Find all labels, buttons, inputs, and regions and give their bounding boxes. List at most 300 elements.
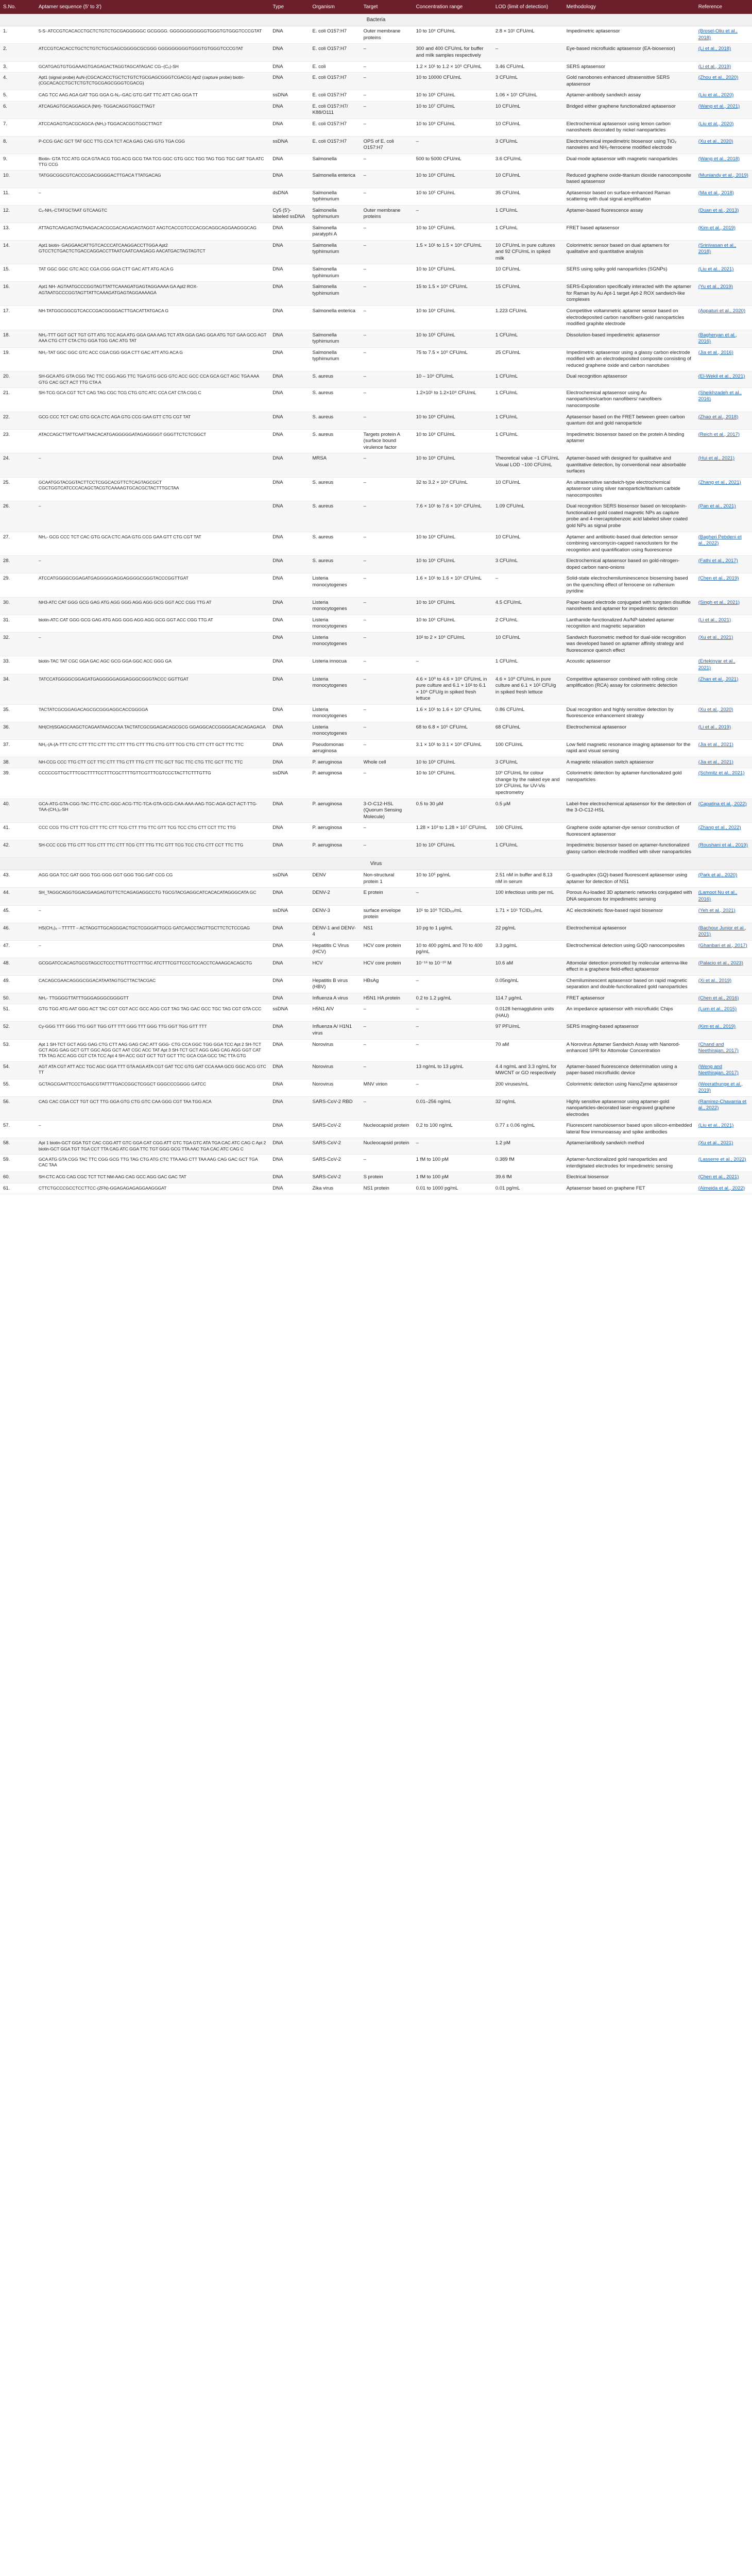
cell-methodology: Impedimetric aptasensor — [563, 26, 695, 44]
cell-sno: 2. — [0, 44, 36, 61]
cell-target: Outer membrane proteins — [361, 205, 413, 223]
cell-target: – — [361, 306, 413, 330]
cell-reference[interactable]: (Li et al., 2019) — [695, 722, 752, 739]
cell-lod: 3.46 CFU/mL — [492, 61, 563, 73]
cell-sno: 38. — [0, 757, 36, 768]
cell-reference[interactable]: (Lamoot Nu et al., 2016) — [695, 888, 752, 905]
cell-sno: 39. — [0, 768, 36, 799]
cell-sno: 14. — [0, 240, 36, 264]
cell-lod: 3 CFU/mL — [492, 556, 563, 573]
cell-methodology: Porous Au-loaded 3D aptameric networks conjugated with DNA sequences for impedimetric sensing — [563, 888, 695, 905]
cell-methodology: Electrochemical aptasensor using Au nanoparticles/carbon nanofibers/ nanofibers nanocomposite — [563, 387, 695, 412]
table-row — [0, 1039, 752, 1061]
cell-lod: 22 pg/mL — [492, 923, 563, 940]
cell-target: Targets protein A (surface bound virulence factor — [361, 429, 413, 453]
cell-sno: 5. — [0, 90, 36, 101]
table-row — [0, 61, 752, 73]
cell-reference[interactable]: (Kim et al., 2019) — [695, 1022, 752, 1039]
cell-reference[interactable]: (Li et al., 2021) — [695, 615, 752, 632]
cell-target: OPS of E. coli O157:H7 — [361, 136, 413, 154]
cell-reference[interactable]: (Lum et al., 2015) — [695, 1004, 752, 1022]
cell-sequence: NH(CH)SGAGCAAGCTCAGAATAAGCCAA TACTATCGCGGAGACAGCGCG GGAGGCACCGGGGACACAGAGAGA — [36, 722, 270, 739]
cell-organism: S. aureus — [310, 387, 361, 412]
cell-concentration: – — [413, 205, 492, 223]
cell-sequence: SH-TCG GCA CGT TCT CAG TAG CGC TCG CTG GTC ATC CCA CAT CTA CGG C — [36, 387, 270, 412]
cell-reference[interactable]: (Ma et al., 2018) — [695, 188, 752, 205]
cell-sno: 22. — [0, 412, 36, 429]
cell-type: DNA — [269, 1138, 309, 1155]
cell-lod: 68 CFU/mL — [492, 722, 563, 739]
table-row — [0, 768, 752, 799]
cell-reference[interactable]: (Yeh et al., 2021) — [695, 905, 752, 923]
cell-sequence: Apt1 (signal probe) AuN-(CGCACACCTGCTCTGTCTGCGAGCGGGTCGACG) Apt2 (capture probe) biotin-(CGCACACCTGCTCTGTCTGCGAGCGGGTCGACG) — [36, 73, 270, 90]
cell-organism: S. aureus — [310, 556, 361, 573]
cell-reference[interactable]: (Liu et al., 2021) — [695, 264, 752, 282]
cell-lod: 1.06 × 10¹ CFU/mL — [492, 90, 563, 101]
cell-sno: 50. — [0, 993, 36, 1004]
table-row — [0, 975, 752, 993]
cell-reference[interactable]: (Chen et al., 2019) — [695, 573, 752, 598]
cell-lod: 1 CFU/mL — [492, 840, 563, 858]
table-row — [0, 330, 752, 347]
cell-methodology: Lanthanide-functionalized Au/NP-labeled aptamer recognition and magnetic separation — [563, 615, 695, 632]
cell-type: DNA — [269, 429, 309, 453]
cell-methodology: Label-free electrochemical aptasensor for the detection of the 3-O-C12-HSL — [563, 799, 695, 823]
cell-lod: 10 CFU/mL — [492, 101, 563, 118]
cell-lod: 25 CFU/mL — [492, 347, 563, 371]
cell-lod: 70 aM — [492, 1039, 563, 1061]
cell-target: – — [361, 739, 413, 757]
cell-reference[interactable]: (Jia et al., 2016) — [695, 347, 752, 371]
cell-sno: 4. — [0, 73, 36, 90]
cell-type: DNA — [269, 240, 309, 264]
cell-methodology: Acoustic aptasensor — [563, 656, 695, 674]
cell-methodology: FRET based aptasensor — [563, 223, 695, 240]
cell-type: DNA — [269, 975, 309, 993]
table-row — [0, 306, 752, 330]
cell-target: – — [361, 223, 413, 240]
cell-reference[interactable]: (Zhan et al., 2021) — [695, 674, 752, 704]
cell-reference[interactable]: (Lasserre et al., 2022) — [695, 1155, 752, 1172]
cell-concentration: 10 to 10⁸ CFU/mL — [413, 412, 492, 429]
cell-sno: 3. — [0, 61, 36, 73]
cell-lod: 10 CFU/mL — [492, 264, 563, 282]
cell-lod: 0.0128 hemagglutinin units (HAU) — [492, 1004, 563, 1022]
cell-reference[interactable]: (Brosel-Oliu et al., 2018) — [695, 26, 752, 44]
table-row — [0, 757, 752, 768]
cell-reference[interactable]: (Xi et al., 2019) — [695, 975, 752, 993]
cell-reference[interactable]: (Appaturi et al., 2020) — [695, 306, 752, 330]
cell-reference[interactable]: (Singh et al., 2021) — [695, 597, 752, 615]
cell-concentration: 10 to 10⁸ CFU/mL — [413, 757, 492, 768]
cell-concentration: – — [413, 1039, 492, 1061]
cell-type: DNA — [269, 597, 309, 615]
cell-lod: 0.01 pg/mL — [492, 1183, 563, 1194]
cell-type: ssDNA — [269, 870, 309, 888]
cell-organism: Listeria innocua — [310, 656, 361, 674]
header-sno: S.No. — [0, 0, 36, 14]
cell-methodology: Dual recognition and highly sensitive detection by fluorescence enhancement strategy — [563, 704, 695, 722]
table-row — [0, 101, 752, 118]
table-row — [0, 799, 752, 823]
cell-target: – — [361, 330, 413, 347]
cell-reference[interactable]: (Weng and Neethirajan, 2017) — [695, 1061, 752, 1079]
cell-organism: E. coli O157:H7 — [310, 90, 361, 101]
cell-lod: 0.389 fM — [492, 1155, 563, 1172]
cell-reference[interactable]: (Liu et al., 2020) — [695, 90, 752, 101]
cell-reference[interactable]: (Zhou et al., 2020) — [695, 73, 752, 90]
cell-concentration: 10 to 10⁸ CFU/mL — [413, 170, 492, 188]
cell-concentration: 10 to 10⁸ CFU/mL — [413, 453, 492, 478]
cell-methodology: Aptamer-antibody sandwich assay — [563, 90, 695, 101]
cell-reference[interactable]: (Jia et al., 2021) — [695, 739, 752, 757]
cell-sequence: – — [36, 632, 270, 656]
table-body — [0, 14, 752, 1194]
cell-target: Non-structural protein 1 — [361, 870, 413, 888]
cell-methodology: SERS aptasensor — [563, 61, 695, 73]
cell-organism: Listeria monocytogenes — [310, 615, 361, 632]
cell-target: – — [361, 1096, 413, 1121]
cell-target: – — [361, 387, 413, 412]
cell-sno: 25. — [0, 477, 36, 501]
cell-sequence: TACTATCGCGGAGACAGCGCGGGAGGCACCGGGGA — [36, 704, 270, 722]
cell-type: Cy5 (5′)- labeled ssDNA — [269, 205, 309, 223]
cell-concentration: 10 to 10⁵ CFU/mL — [413, 188, 492, 205]
cell-target: E protein — [361, 888, 413, 905]
cell-sequence: GCATGAGTGTGGAAAGTGAGAGACTAGGTAGCATAGAC CG–(C₆)-SH — [36, 61, 270, 73]
cell-reference[interactable]: (Zhang et al., 2021) — [695, 477, 752, 501]
cell-lod: – — [492, 573, 563, 598]
cell-target: – — [361, 61, 413, 73]
cell-methodology: Impedimetric aptasensor using a glassy carbon electrode modified with an electrodeposited composite consisting of reduced graphene oxide and carbon nanotubes — [563, 347, 695, 371]
cell-type: dsDNA — [269, 188, 309, 205]
cell-type: DNA — [269, 958, 309, 975]
cell-reference[interactable]: (Palacio et al., 2023) — [695, 958, 752, 975]
cell-type: DNA — [269, 118, 309, 136]
cell-reference[interactable]: (Ghanbari et al., 2017) — [695, 940, 752, 958]
cell-reference[interactable]: (Srinivasan et al., 2018) — [695, 240, 752, 264]
cell-sno: 48. — [0, 958, 36, 975]
cell-sno: 49. — [0, 975, 36, 993]
cell-reference[interactable]: (Li et al., 2018) — [695, 44, 752, 61]
cell-sno: 44. — [0, 888, 36, 905]
cell-sequence: TAT GGC GGC GTC ACC CGA CGG GGA CTT GAC ATT ATG ACA G — [36, 264, 270, 282]
cell-reference[interactable]: (Ertekinyar et al., 2021) — [695, 656, 752, 674]
table-row — [0, 90, 752, 101]
cell-concentration: 0.01 to 1000 pg/mL — [413, 1183, 492, 1194]
table-row — [0, 1172, 752, 1183]
cell-sno: 34. — [0, 674, 36, 704]
cell-sno: 40. — [0, 799, 36, 823]
cell-reference[interactable]: (Kim et al., 2019) — [695, 223, 752, 240]
cell-sequence: P-CCG GAC GCT TAT GCC TTG CCA TCT ACA GAG CAG GTG TGA CGG — [36, 136, 270, 154]
cell-lod: 32 ng/mL — [492, 1096, 563, 1121]
table-row — [0, 888, 752, 905]
cell-methodology: Bridged either graphene functionalized aptasensor — [563, 101, 695, 118]
cell-sno: 11. — [0, 188, 36, 205]
cell-lod: Theoretical value ~1 CFU/mL Visual LOD ~100 CFU/mL — [492, 453, 563, 478]
cell-reference[interactable]: (Liu et al., 2021) — [695, 1121, 752, 1138]
section-row-virus — [0, 858, 752, 870]
cell-methodology: FRET aptasensor — [563, 993, 695, 1004]
cell-type: DNA — [269, 556, 309, 573]
cell-target: – — [361, 412, 413, 429]
cell-methodology: Dual recognition SERS biosensor based on teicoplanin-functionalized gold coated magnetic NPs as capture probe and 4-mercaptobenzoic acid labeled silver coated gold NPs as signal probe — [563, 501, 695, 532]
cell-organism: HCV — [310, 958, 361, 975]
cell-sequence: ATCCATGGGGCGGAGATGAGGGGGAGGAGGGGCGGGTACCCGGTTGAT — [36, 573, 270, 598]
cell-lod: 1.09 CFU/mL — [492, 501, 563, 532]
cell-type: DNA — [269, 1061, 309, 1079]
cell-organism: Listeria monocytogenes — [310, 704, 361, 722]
cell-target: S protein — [361, 1172, 413, 1183]
cell-organism: P. aeruginosa — [310, 757, 361, 768]
cell-sno: 30. — [0, 597, 36, 615]
cell-sno: 1. — [0, 26, 36, 44]
cell-methodology: Impedimetric biosensor based on the protein A binding aptamer — [563, 429, 695, 453]
cell-sno: 20. — [0, 371, 36, 388]
cell-reference[interactable]: (Muniandy et al., 2019) — [695, 170, 752, 188]
cell-target: – — [361, 371, 413, 388]
cell-type: DNA — [269, 632, 309, 656]
header-organism: Organism — [310, 0, 361, 14]
cell-sequence: Apt1 NH- AGTAATGCCCGGTAGTTATTCAAAGATGAGTAGGAAAA GA Apt2 ROX-AGTAATGCCCGGTAGTTATTCAAAGATGAGTAGGAAAAGA — [36, 282, 270, 306]
cell-sequence: Apt 1 SH-TCT GCT AGG GAG CTG CTT AAG GAG CAC ATT GGG- CTG CCA GGC TGG GGA TCC Apt 2 SH-TCT GCT AGG GAG GCT GTT GGC AGG GCT AAT CGC ACC TAT Apt 3 SH-TCT GCT AGG GAG CAG AGG GGT CAT TTA TAG ACC AGG CGT CTA TCC Apt 4 SH-ACC GGT GCT TGT GCT TTC GCA CGA GCC TAC TTA GTG — [36, 1039, 270, 1061]
table-row — [0, 44, 752, 61]
cell-sno: 43. — [0, 870, 36, 888]
cell-type: DNA — [269, 101, 309, 118]
cell-reference[interactable]: (Liu et al., 2020) — [695, 118, 752, 136]
cell-reference[interactable]: (Wang et al., 2018) — [695, 154, 752, 170]
cell-sno: 13. — [0, 223, 36, 240]
table-row — [0, 412, 752, 429]
cell-concentration: 13 ng/mL to 13 µg/mL — [413, 1061, 492, 1079]
cell-target: – — [361, 556, 413, 573]
cell-reference[interactable]: (Li et al., 2019) — [695, 61, 752, 73]
cell-concentration: 10 to 10⁶ CFU/mL — [413, 840, 492, 858]
cell-concentration: 68 to 6.8 × 10⁵ CFU/mL — [413, 722, 492, 739]
cell-target: – — [361, 347, 413, 371]
cell-reference[interactable]: (Xu et al., 2021) — [695, 632, 752, 656]
cell-reference[interactable]: (Roushani et al., 2019) — [695, 840, 752, 858]
cell-target: Outer membrane proteins — [361, 26, 413, 44]
cell-organism: Listeria monocytogenes — [310, 597, 361, 615]
cell-reference[interactable]: (Duan et al., 2013) — [695, 205, 752, 223]
cell-methodology: Dual-mode aptasensor with magnetic nanoparticles — [563, 154, 695, 170]
cell-sequence: CCCCCGTTGCTTTCGCTTTTCCTTTCGCTTTTGTTCGTTTCGTCCCTACTTCTTTGTTG — [36, 768, 270, 799]
cell-organism: SARS-CoV-2 — [310, 1172, 361, 1183]
header-type: Type — [269, 0, 309, 14]
cell-sequence: Apt 1 biotin-GCT GGA TGT CAC CGG ATT GTC GGA CAT CGG ATT GTC TGA GTC ATA TGA CAC ATC CAG C Apt 2 biotin-GCT GGA TGT TGA CCT TTA CAG ATC GGA TTC TGT GGG GCG TTA AAC TGA CAC ATC CAG C — [36, 1138, 270, 1155]
cell-lod: 3 CFU/mL — [492, 136, 563, 154]
cell-target: – — [361, 1022, 413, 1039]
cell-reference[interactable]: (El-Wekil et al., 2021) — [695, 371, 752, 388]
cell-methodology: SERS imaging-based aptasensor — [563, 1022, 695, 1039]
cell-lod: 10 CFU/mL in pure cultures and 92 CFU/mL in spiked milk — [492, 240, 563, 264]
cell-sno: 61. — [0, 1183, 36, 1194]
cell-type: DNA — [269, 704, 309, 722]
cell-sequence: AGT ATA CGT ATT ACC TGC AGC GGA TTT GTA AGA ATA CGT GAT TCC GTG GAT CCA AAA GCG GGC ACG GTC TT — [36, 1061, 270, 1079]
aptamer-table — [0, 0, 752, 1194]
cell-methodology: SERS using spiky gold nanoparticles (SGNPs) — [563, 264, 695, 282]
cell-sequence: TATGGCGGCGTCACCCGACGGGGACTTGACA TTATGACAG — [36, 170, 270, 188]
cell-sno: 55. — [0, 1079, 36, 1096]
cell-reference[interactable]: (Zhang et al., 2022) — [695, 823, 752, 840]
cell-organism: E. coli O157:H7 — [310, 26, 361, 44]
cell-organism: S. aureus — [310, 477, 361, 501]
cell-type: DNA — [269, 615, 309, 632]
cell-organism: Salmonella — [310, 154, 361, 170]
cell-organism: E. coli O157:H7 — [310, 118, 361, 136]
cell-reference[interactable]: (Yu et al., 2019) — [695, 282, 752, 306]
cell-sequence: – — [36, 453, 270, 478]
cell-sno: 27. — [0, 532, 36, 556]
table-row — [0, 993, 752, 1004]
cell-target: – — [361, 823, 413, 840]
cell-sequence: CACAGCGAACAGGGCGGACATAATAGTGCTTACTACGAC — [36, 975, 270, 993]
cell-reference[interactable]: (Fathi et al., 2017) — [695, 556, 752, 573]
table-header — [0, 0, 752, 14]
table-row — [0, 1183, 752, 1194]
table-row — [0, 615, 752, 632]
cell-type: DNA — [269, 573, 309, 598]
cell-reference[interactable]: (Pan et al., 2021) — [695, 501, 752, 532]
cell-type: DNA — [269, 412, 309, 429]
cell-reference[interactable]: (Xu et al., 2021) — [695, 1138, 752, 1155]
cell-organism: E. coli O157:H7 — [310, 73, 361, 90]
table-row — [0, 840, 752, 858]
cell-sno: 19. — [0, 347, 36, 371]
cell-type: DNA — [269, 501, 309, 532]
cell-organism: Salmonella typhimurium — [310, 240, 361, 264]
cell-sequence: SH-CTC ACG CAG CGC TCT TCT NM-AAG CAG GCC AGG GAC GAC TAT — [36, 1172, 270, 1183]
cell-lod: 100 CFU/mL — [492, 739, 563, 757]
cell-target: – — [361, 840, 413, 858]
cell-reference[interactable]: (Capatina et al., 2022) — [695, 799, 752, 823]
section-row-bacteria — [0, 14, 752, 26]
cell-reference[interactable]: (Bagheri Pebdeni et al., 2022) — [695, 532, 752, 556]
cell-type: DNA — [269, 170, 309, 188]
cell-sequence: NH₂- TTGGGGTTATTTGGGAGGGCGGGGTT — [36, 993, 270, 1004]
cell-sno: 36. — [0, 722, 36, 739]
cell-reference[interactable]: (Chen et al., 2016) — [695, 993, 752, 1004]
header-row — [0, 0, 752, 14]
cell-reference[interactable]: (Weerathunge et al., 2019) — [695, 1079, 752, 1096]
cell-type: DNA — [269, 282, 309, 306]
cell-reference[interactable]: (Sheikhzadeh et al., 2016) — [695, 387, 752, 412]
cell-lod: 1 CFU/mL — [492, 205, 563, 223]
cell-reference[interactable]: (Park et al., 2020) — [695, 870, 752, 888]
cell-type: ssDNA — [269, 136, 309, 154]
cell-organism: S. aureus — [310, 412, 361, 429]
cell-sequence: – — [36, 905, 270, 923]
cell-lod: 4.6 × 10⁰ CFU/mL in pure culture and 6.1 × 10² CFU/g in spiked fresh lettuce — [492, 674, 563, 704]
cell-organism: Norovirus — [310, 1039, 361, 1061]
cell-reference[interactable]: (Wang et al., 2021) — [695, 101, 752, 118]
cell-reference[interactable]: (Hui et al., 2021) — [695, 453, 752, 478]
table-row — [0, 1155, 752, 1172]
cell-reference[interactable]: (Bagheryan et al., 2016) — [695, 330, 752, 347]
cell-sequence: Cy-GGG TTT GGG TTG GGT TGG GTT TTT GGG TTT GGG TTG GGT TGG GTT TTT — [36, 1022, 270, 1039]
cell-sequence: – — [36, 940, 270, 958]
cell-reference[interactable]: (Almeida et al., 2022) — [695, 1183, 752, 1194]
cell-organism: DENV — [310, 870, 361, 888]
table-row — [0, 940, 752, 958]
cell-lod: 10.6 aM — [492, 958, 563, 975]
cell-methodology: Eye-based microfluidic aptasensor (EA-biosensor) — [563, 44, 695, 61]
cell-concentration: – — [413, 1138, 492, 1155]
cell-organism: Salmonella enterica — [310, 306, 361, 330]
cell-reference[interactable]: (Zhao et al., 2018) — [695, 412, 752, 429]
cell-reference[interactable]: (Jia et al., 2021) — [695, 757, 752, 768]
table-row — [0, 1138, 752, 1155]
cell-concentration: 10 to 10⁶ CFU/mL — [413, 330, 492, 347]
cell-type: DNA — [269, 26, 309, 44]
cell-reference[interactable]: (Reich et al., 2017) — [695, 429, 752, 453]
cell-sno: 21. — [0, 387, 36, 412]
cell-methodology: An impedance aptasensor with microfluidic Chips — [563, 1004, 695, 1022]
cell-reference[interactable]: (Chen et al., 2021) — [695, 1172, 752, 1183]
cell-concentration: 300 and 400 CFU/mL for buffer and milk samples respectively — [413, 44, 492, 61]
cell-reference[interactable]: (Schmitz et al., 2021) — [695, 768, 752, 799]
cell-target: NS1 — [361, 923, 413, 940]
cell-target: – — [361, 704, 413, 722]
table-row — [0, 722, 752, 739]
header-concentration: Concentration range — [413, 0, 492, 14]
cell-target: – — [361, 1061, 413, 1079]
cell-methodology: G-quadruplex (GQ)-based fluorescent aptasensor using aptamer for detection of NS1 — [563, 870, 695, 888]
cell-concentration: 10 to 10⁷ CFU/mL — [413, 101, 492, 118]
cell-methodology: Electrical biosensor — [563, 1172, 695, 1183]
table-row — [0, 154, 752, 170]
cell-reference[interactable]: (Xu et al., 2020) — [695, 136, 752, 154]
table-row — [0, 556, 752, 573]
cell-sno: 33. — [0, 656, 36, 674]
cell-sequence: NH₂-(A-(A-TTT CTC CTT TTC CTT TTC CTT TTG CTT TTG CTG GTT TCG CTG CTT CTT GCT TTC TTC — [36, 739, 270, 757]
cell-methodology: Dissolution-based impedimetric aptasensor — [563, 330, 695, 347]
cell-reference[interactable]: (Bachour Junior et al., 2021) — [695, 923, 752, 940]
cell-type: DNA — [269, 1172, 309, 1183]
cell-target: NS1 protein — [361, 1183, 413, 1194]
cell-reference[interactable]: (Ramirez-Chavarria et al., 2022) — [695, 1096, 752, 1121]
cell-sno: 7. — [0, 118, 36, 136]
cell-lod: 3 CFU/mL — [492, 73, 563, 90]
cell-concentration: 0.2 to 1.2 µg/mL — [413, 993, 492, 1004]
cell-sequence: SH_TAGGCAGGTGGACGAAGAGTGTTCTCAGAGAGGCCTG TGCGTACGAGGCATCACACATAGGGCATA GC — [36, 888, 270, 905]
cell-type: DNA — [269, 44, 309, 61]
cell-lod: 0.77 ± 0.06 ng/mL — [492, 1121, 563, 1138]
cell-methodology: Aptamer and antibiotic-based dual detection sensor combining vancomycin-capped nanoclusters for the recognition and quantification using fluorescence — [563, 532, 695, 556]
cell-target: – — [361, 632, 413, 656]
cell-type: DNA — [269, 306, 309, 330]
cell-organism: S. aureus — [310, 501, 361, 532]
cell-methodology: Colorimetric detection using NanoZyme aptasensor — [563, 1079, 695, 1096]
cell-reference[interactable]: (Chand and Neethirajan, 2017) — [695, 1039, 752, 1061]
cell-sno: 56. — [0, 1096, 36, 1121]
cell-sequence: – — [36, 556, 270, 573]
cell-target: – — [361, 264, 413, 282]
table-row — [0, 371, 752, 388]
cell-reference[interactable]: (Xu et al., 2020) — [695, 704, 752, 722]
cell-sequence: biotin-TAC TAT CGC GGA GAC AGC GCG GGA GGC ACC GGG GA — [36, 656, 270, 674]
cell-methodology: Fluorescent nanobiosensor based upon silicon-embedded lateral flow immunoassay and spike antibodies — [563, 1121, 695, 1138]
cell-lod: 200 viruses/mL — [492, 1079, 563, 1096]
cell-sno: 60. — [0, 1172, 36, 1183]
cell-methodology: Gold nanobones enhanced ultrasensitive SERS aptasensor — [563, 73, 695, 90]
cell-sno: 15. — [0, 264, 36, 282]
cell-type: DNA — [269, 993, 309, 1004]
cell-sno: 12. — [0, 205, 36, 223]
cell-type: DNA — [269, 477, 309, 501]
